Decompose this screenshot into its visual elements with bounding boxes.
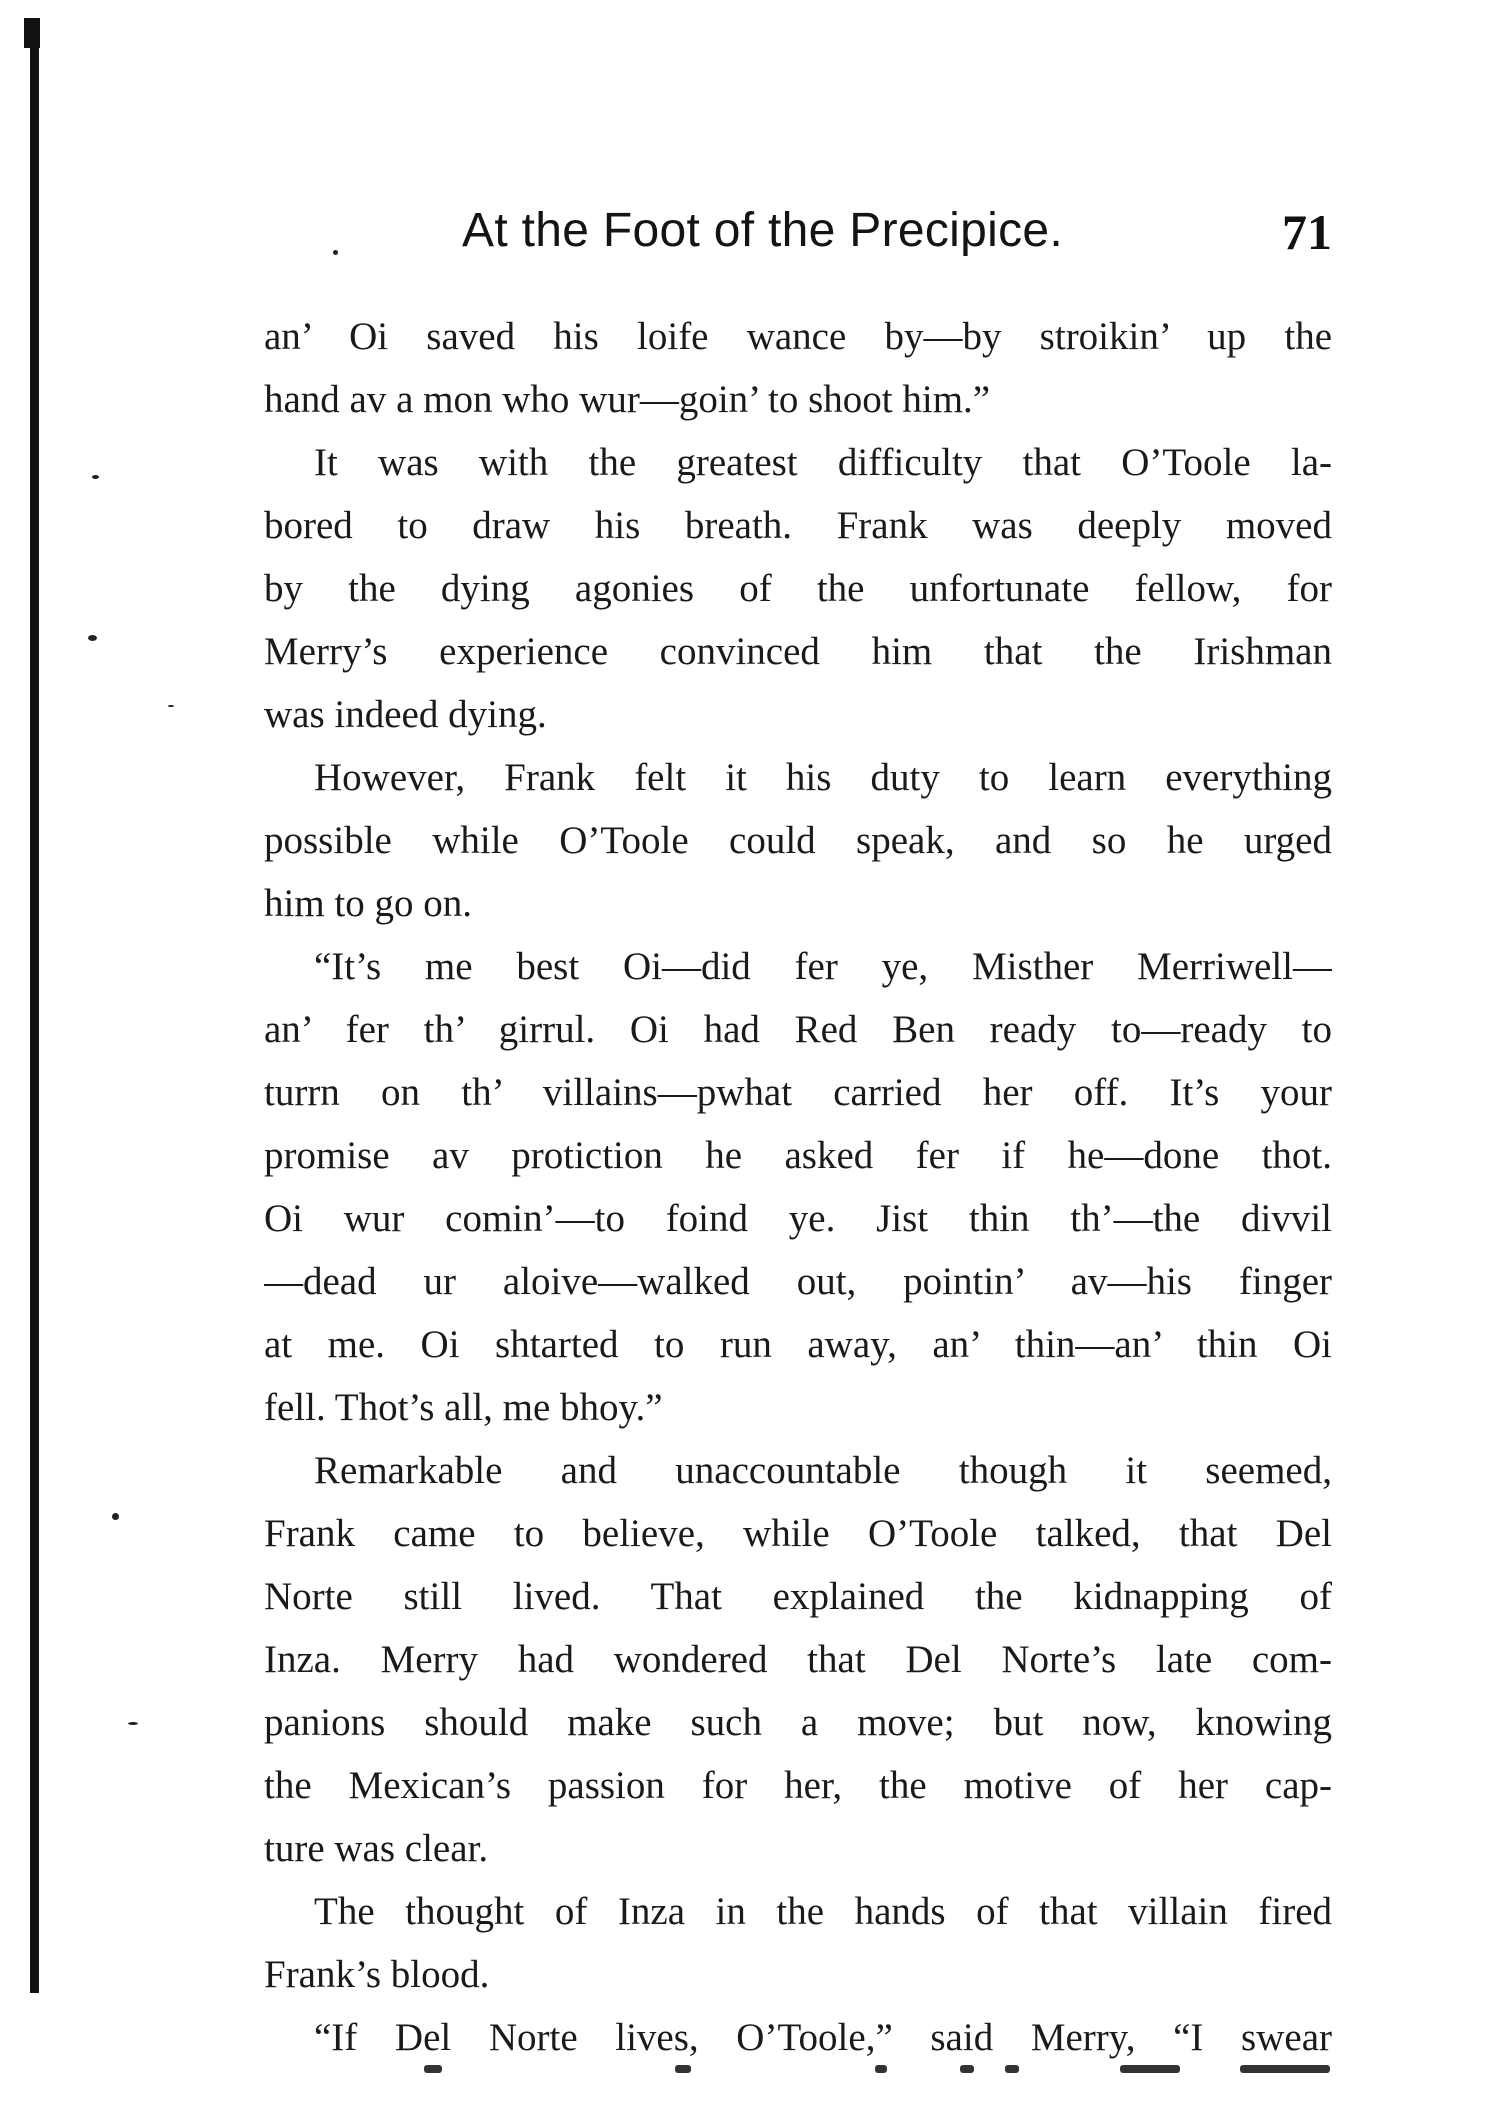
text-line: possible while O’Toole could speak, and so he urged: [264, 819, 1332, 862]
ink-speck: [112, 1513, 119, 1520]
ink-speck: [128, 1722, 138, 1725]
text-line: bored to draw his breath. Frank was deeply moved: [264, 504, 1332, 547]
text-line: panions should make such a move; but now, knowing: [264, 1701, 1332, 1744]
running-title: At the Foot of the Precipice.: [462, 204, 1064, 257]
text-line: However, Frank felt it his duty to learn everything: [314, 756, 1332, 799]
page-binding-cap: [24, 18, 40, 48]
cut-off-line-fragment: [675, 2065, 691, 2073]
ink-speck: [88, 635, 97, 641]
text-line: turrn on th’ villains—pwhat carried her off. It’s your: [264, 1071, 1332, 1114]
cut-off-line-fragment: [960, 2065, 974, 2073]
text-line: It was with the greatest difficulty that O’Toole la-: [314, 441, 1332, 484]
page-binding-edge: [30, 18, 39, 1993]
page-number: 71: [1282, 204, 1332, 260]
text-line: ture was clear.: [264, 1827, 489, 1870]
text-line: Inza. Merry had wondered that Del Norte’s late com-: [264, 1638, 1332, 1681]
ink-speck: [168, 705, 174, 707]
text-line: Frank came to believe, while O’Toole talked, that Del: [264, 1512, 1332, 1555]
body-text: [264, 305, 1332, 2069]
text-line: by the dying agonies of the unfortunate fellow, for: [264, 567, 1332, 610]
cut-off-line-fragment: [1120, 2065, 1180, 2073]
text-line: fell. Thot’s all, me bhoy.”: [264, 1386, 663, 1429]
cut-off-line-fragment: [1005, 2065, 1019, 2073]
text-line: —dead ur aloive—walked out, pointin’ av—his finger: [264, 1260, 1332, 1303]
cut-off-line-fragment: [424, 2065, 442, 2073]
text-line: Norte still lived. That explained the kidnapping of: [264, 1575, 1332, 1618]
text-line: Frank’s blood.: [264, 1953, 490, 1996]
cut-off-line-fragment: [1240, 2065, 1330, 2073]
ink-speck: [92, 475, 99, 479]
text-line: him to go on.: [264, 882, 473, 925]
text-line: “It’s me best Oi—did fer ye, Misther Merriwell—: [314, 945, 1332, 988]
text-line: The thought of Inza in the hands of that villain fired: [314, 1890, 1332, 1933]
text-line: hand av a mon who wur—goin’ to shoot him.”: [264, 378, 991, 421]
running-header: [262, 203, 1332, 273]
text-line: Oi wur comin’—to foind ye. Jist thin th’—the divvil: [264, 1197, 1332, 1240]
text-line: Remarkable and unaccountable though it seemed,: [314, 1449, 1332, 1492]
text-line: Merry’s experience convinced him that the Irishman: [264, 630, 1332, 673]
text-line: was indeed dying.: [264, 693, 547, 736]
text-line: the Mexican’s passion for her, the motive of her cap-: [264, 1764, 1332, 1807]
cut-off-line-fragment: [875, 2065, 887, 2073]
text-line: an’ Oi saved his loife wance by—by stroikin’ up the: [264, 315, 1332, 358]
text-line: promise av protiction he asked fer if he—done thot.: [264, 1134, 1332, 1177]
text-line: “If Del Norte lives, O’Toole,” said Merry, “I swear: [314, 2016, 1332, 2059]
text-line: an’ fer th’ girrul. Oi had Red Ben ready to—ready to: [264, 1008, 1332, 1051]
text-line: at me. Oi shtarted to run away, an’ thin—an’ thin Oi: [264, 1323, 1332, 1366]
